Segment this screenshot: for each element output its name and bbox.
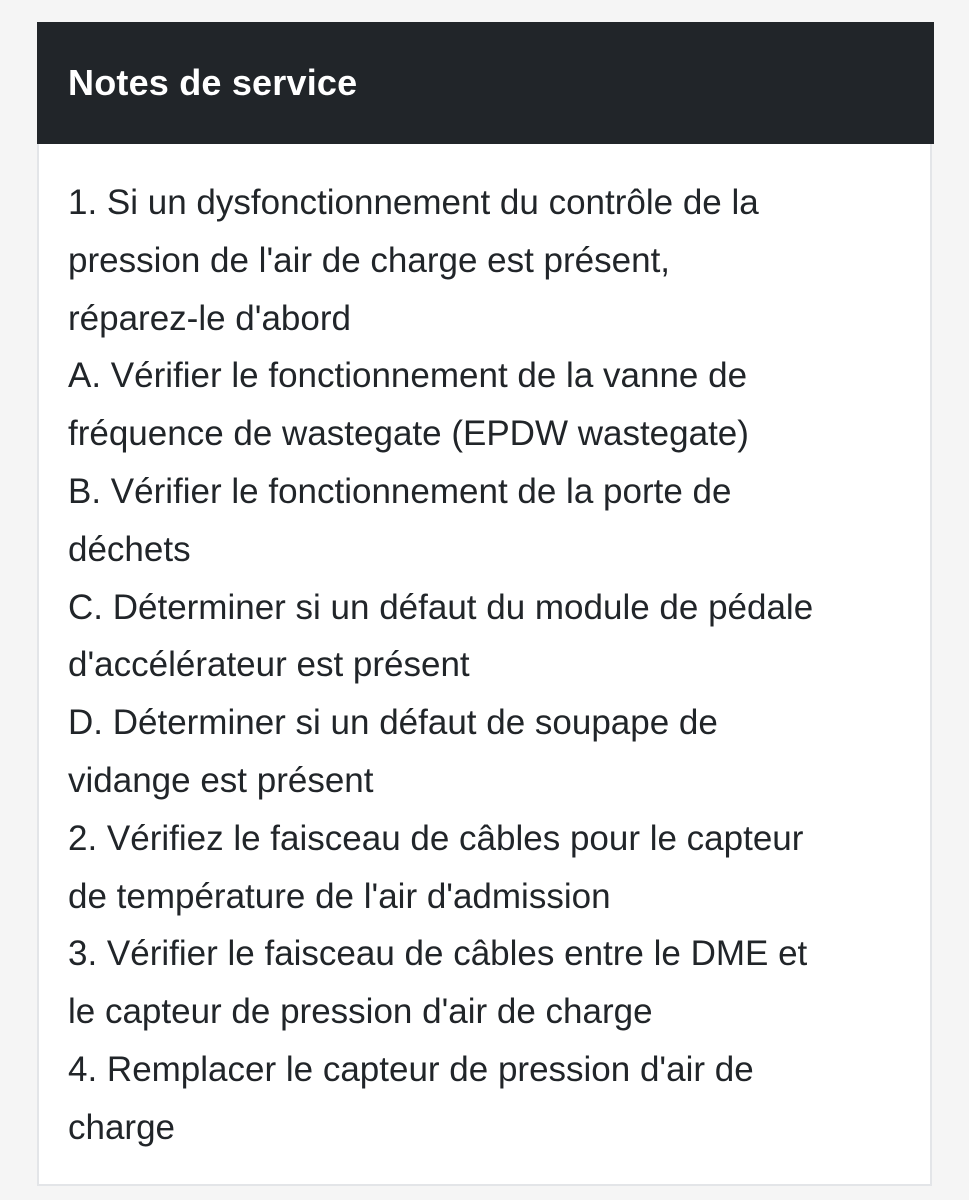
service-notes-card: [37, 22, 932, 1186]
note-line: pression de l'air de charge est présent,: [68, 240, 671, 280]
note-line: 4. Remplacer le capteur de pression d'air de: [68, 1049, 754, 1089]
note-line: charge: [68, 1107, 176, 1147]
note-line: le capteur de pression d'air de charge: [68, 992, 653, 1032]
note-line: d'accélérateur est présent: [68, 645, 470, 685]
note-line: B. Vérifier le fonctionnement de la porte de: [68, 471, 732, 511]
note-line: fréquence de wastegate (EPDW wastegate): [68, 414, 749, 454]
note-line: 2. Vérifiez le faisceau de câbles pour le capteur: [68, 818, 804, 858]
card-header: [37, 22, 934, 144]
note-line: de température de l'air d'admission: [68, 876, 611, 916]
note-line: 1. Si un dysfonctionnement du contrôle de la: [68, 183, 759, 222]
note-line: vidange est présent: [68, 760, 374, 800]
note-line: déchets: [68, 529, 191, 569]
note-line: réparez-le d'abord: [68, 298, 351, 338]
notes-list: [68, 174, 918, 1157]
note-line: D. Déterminer si un défaut de soupape de: [68, 703, 718, 743]
card-title: Notes de service: [68, 62, 358, 103]
note-line: C. Déterminer si un défaut du module de pédale: [68, 587, 814, 627]
note-line: A. Vérifier le fonctionnement de la vanne de: [68, 356, 748, 396]
note-line: 3. Vérifier le faisceau de câbles entre le DME et: [68, 934, 808, 974]
